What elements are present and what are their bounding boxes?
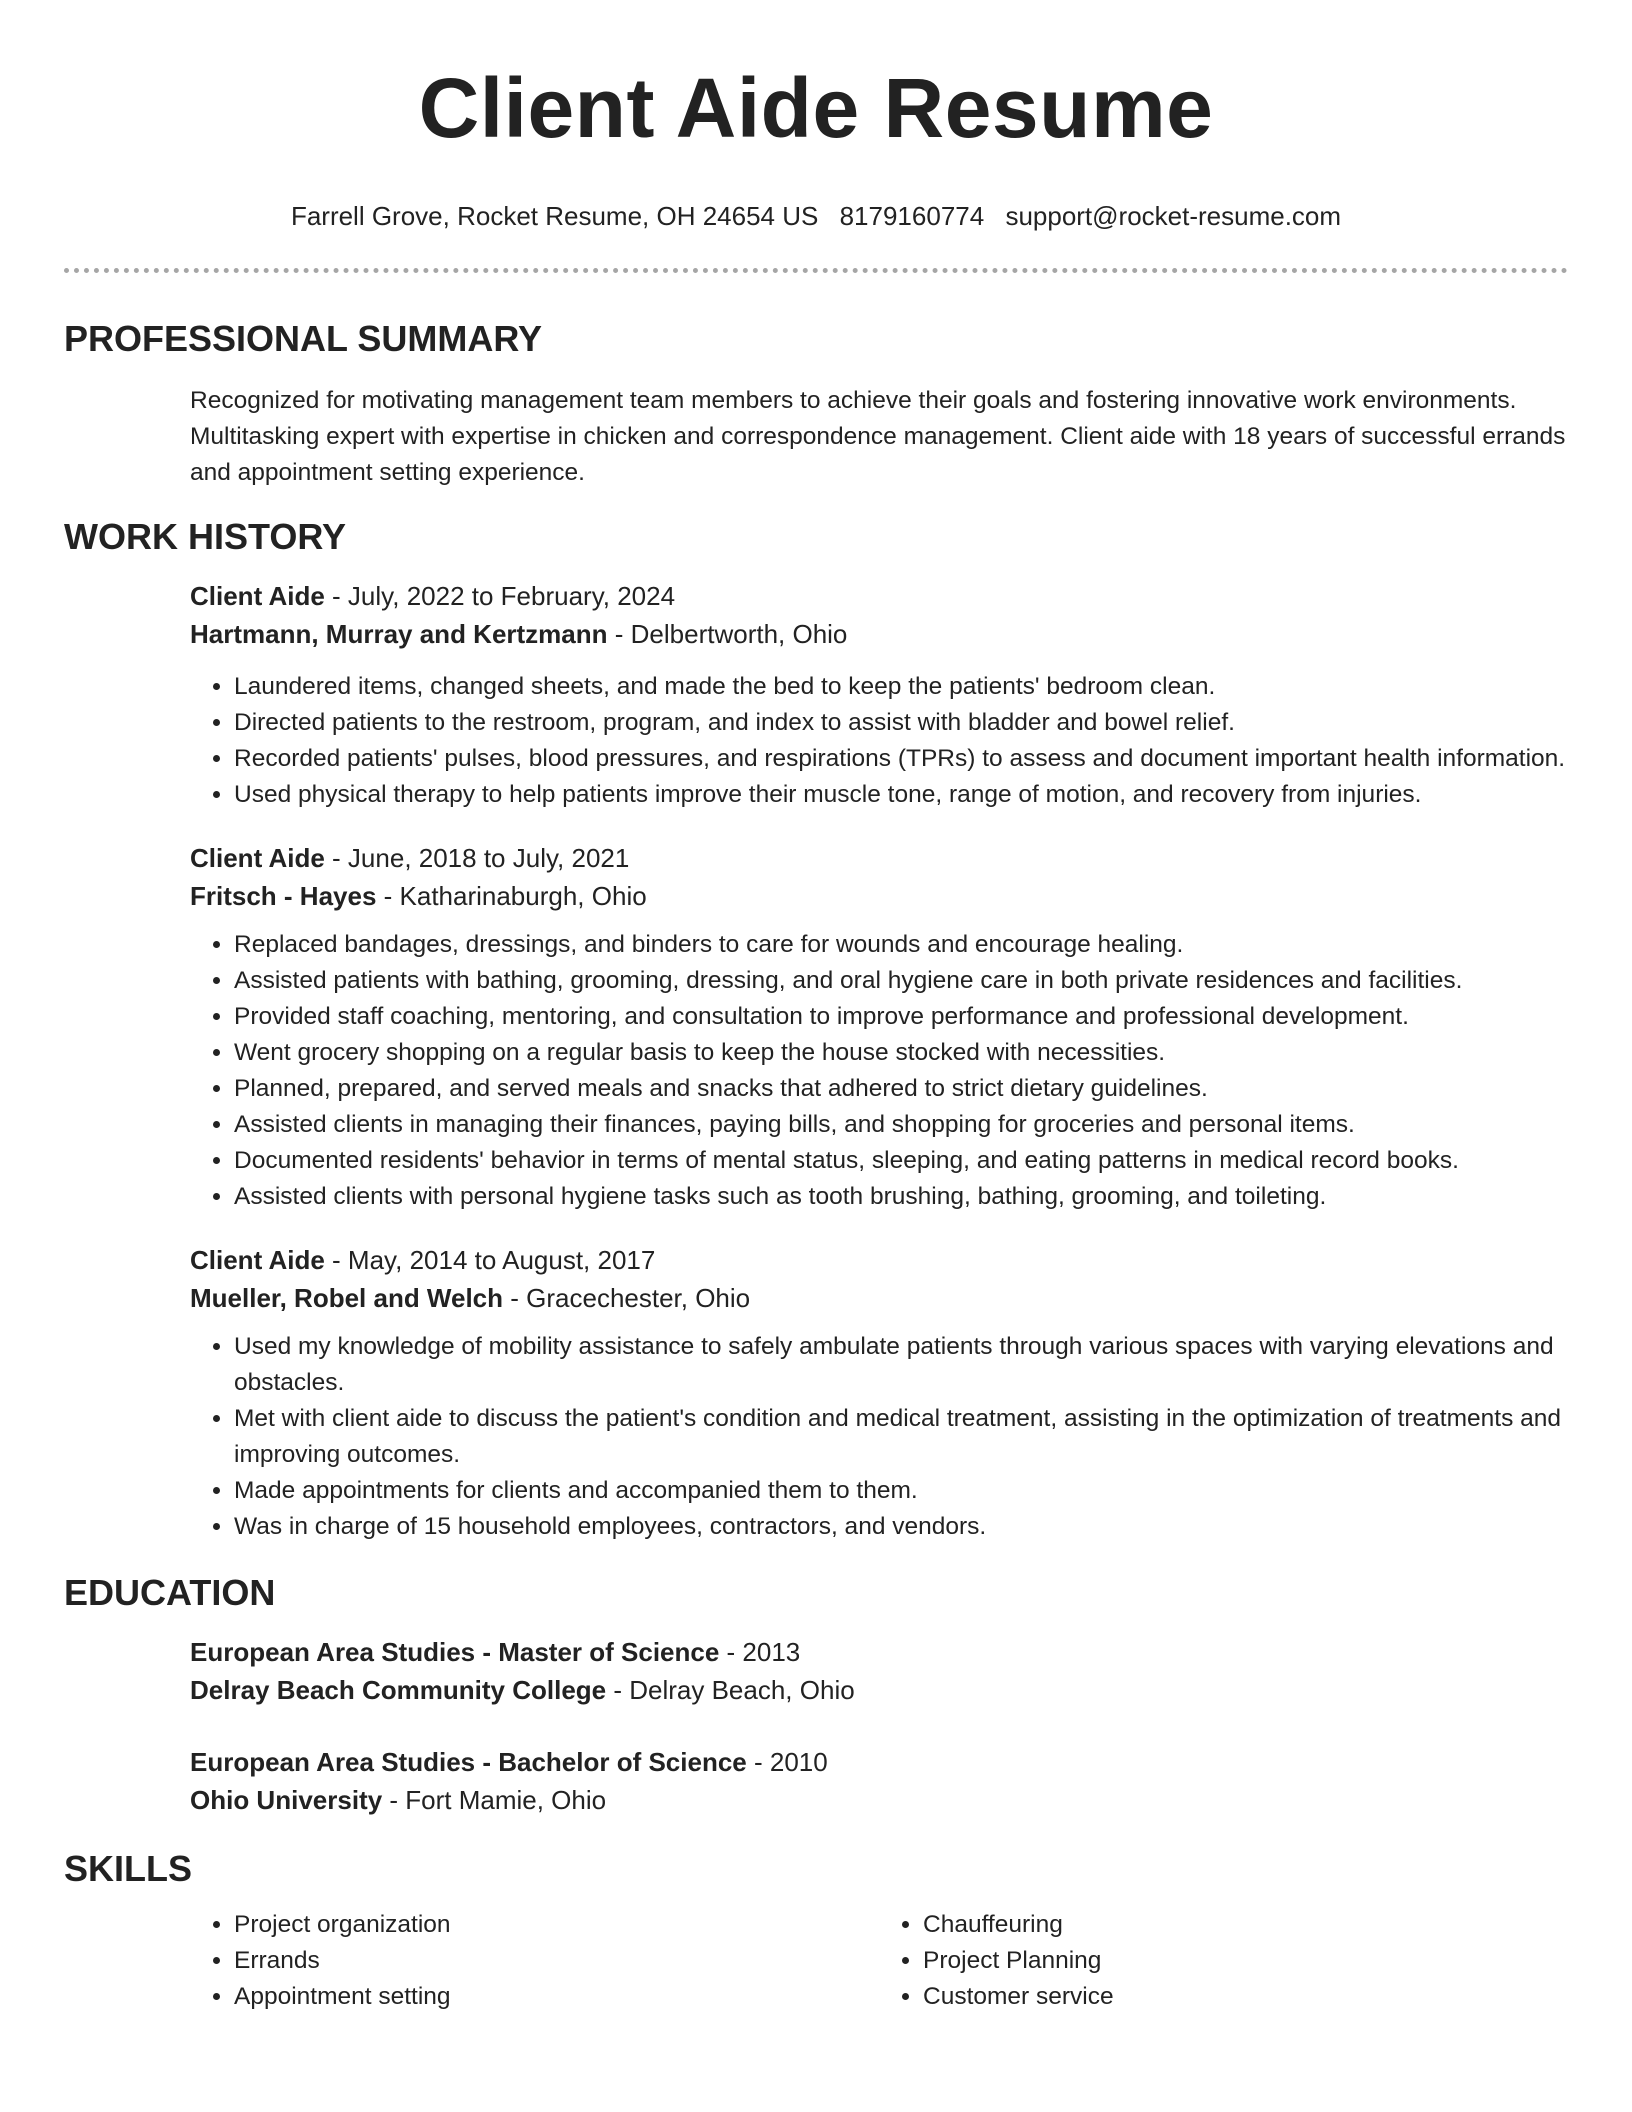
list-item: • Directed patients to the restroom, program, and index to assist with bladder and bowel relief. — [234, 705, 1568, 741]
list-item: • Used physical therapy to help patients improve their muscle tone, range of motion, and recovery from injuries. — [234, 777, 1568, 813]
contact-address: Farrell Grove, Rocket Resume, OH 24654 US — [290, 201, 819, 231]
job-dates: - June, 2018 to July, 2021 — [324, 843, 630, 873]
school: Ohio University — [190, 1785, 383, 1815]
job-company: Hartmann, Murray and Kertzmann — [190, 619, 608, 649]
skills-grid — [64, 1907, 1568, 2015]
job-bullets — [190, 927, 1568, 1215]
degree-line — [190, 1743, 1568, 1781]
job-company: Fritsch - Hayes — [190, 881, 377, 911]
job-company-line — [190, 877, 1568, 915]
list-item: • Recorded patients' pulses, blood pressures, and respirations (TPRs) to assess and document important health information. — [234, 741, 1568, 777]
degree-line — [190, 1633, 1568, 1671]
page-title: Client Aide Resume — [418, 61, 1214, 155]
job-entry — [64, 577, 1568, 813]
list-item: • Assisted patients with bathing, grooming, dressing, and oral hygiene care in both private residences and facilities. — [234, 963, 1568, 999]
job-title: Client Aide — [190, 843, 325, 873]
job-entry — [64, 839, 1568, 1215]
section-heading-summary: PROFESSIONAL SUMMARY — [64, 318, 543, 359]
list-item: • Provided staff coaching, mentoring, and consultation to improve performance and professional development. — [234, 999, 1568, 1035]
list-item: • Met with client aide to discuss the patient's condition and medical treatment, assisting in the optimization of treatments and improving outcomes. — [234, 1401, 1568, 1473]
contact-email: support@rocket-resume.com — [1005, 201, 1342, 231]
school-line — [190, 1671, 1568, 1709]
school-location: - Delray Beach, Ohio — [606, 1675, 855, 1705]
skills-list-left — [190, 1907, 879, 2015]
job-location: - Delbertworth, Ohio — [607, 619, 848, 649]
job-dates: - May, 2014 to August, 2017 — [324, 1245, 656, 1275]
job-title: Client Aide — [190, 1245, 325, 1275]
degree: European Area Studies - Master of Science — [190, 1637, 720, 1667]
summary-text: Recognized for motivating management team members to achieve their goals and fostering innovative work environments. Multitasking expert with expertise in chicken and correspondence management. Client aide with 18 years of successful errands and appointment setting experience. — [190, 387, 1566, 486]
list-item: • Assisted clients with personal hygiene tasks such as tooth brushing, bathing, grooming, and toileting. — [234, 1179, 1568, 1215]
section-heading-skills: SKILLS — [64, 1848, 193, 1889]
list-item: • Used my knowledge of mobility assistance to safely ambulate patients through various spaces with varying elevations and obstacles. — [234, 1329, 1568, 1401]
section-heading-education: EDUCATION — [64, 1572, 276, 1613]
job-entry — [64, 1241, 1568, 1545]
school: Delray Beach Community College — [190, 1675, 607, 1705]
job-bullets — [190, 1329, 1568, 1545]
school-location: - Fort Mamie, Ohio — [382, 1785, 607, 1815]
contact-line — [64, 198, 1568, 234]
list-item: • Replaced bandages, dressings, and binders to care for wounds and encourage healing. — [234, 927, 1568, 963]
job-title-line — [190, 1241, 1568, 1279]
job-company-line — [190, 615, 1568, 653]
list-item: • Planned, prepared, and served meals and snacks that adhered to strict dietary guidelines. — [234, 1071, 1568, 1107]
job-title-line — [190, 839, 1568, 877]
list-item: • Customer service — [923, 1979, 1568, 2015]
degree-year: - 2010 — [746, 1747, 828, 1777]
header-divider — [64, 268, 1568, 273]
list-item: • Documented residents' behavior in terms of mental status, sleeping, and eating patterns in medical record books. — [234, 1143, 1568, 1179]
list-item: • Went grocery shopping on a regular basis to keep the house stocked with necessities. — [234, 1035, 1568, 1071]
list-item: • Assisted clients in managing their finances, paying bills, and shopping for groceries and personal items. — [234, 1107, 1568, 1143]
education-entry — [64, 1633, 1568, 1709]
list-item: • Appointment setting — [234, 1979, 879, 2015]
job-location: - Katharinaburgh, Ohio — [376, 881, 647, 911]
list-item: • Was in charge of 15 household employees, contractors, and vendors. — [234, 1509, 1568, 1545]
list-item: • Errands — [234, 1943, 879, 1979]
school-line — [190, 1781, 1568, 1819]
contact-phone: 8179160774 — [839, 201, 985, 231]
section-heading-work: WORK HISTORY — [64, 516, 347, 557]
education-entry — [64, 1743, 1568, 1819]
job-title-line — [190, 577, 1568, 615]
job-company: Mueller, Robel and Welch — [190, 1283, 504, 1313]
job-location: - Gracechester, Ohio — [503, 1283, 751, 1313]
skills-list-right — [879, 1907, 1568, 2015]
summary-block — [64, 383, 1568, 491]
list-item: • Project Planning — [923, 1943, 1568, 1979]
list-item: • Chauffeuring — [923, 1907, 1568, 1943]
job-title: Client Aide — [190, 581, 325, 611]
list-item: • Laundered items, changed sheets, and made the bed to keep the patients' bedroom clean. — [234, 669, 1568, 705]
degree-year: - 2013 — [719, 1637, 801, 1667]
job-company-line — [190, 1279, 1568, 1317]
list-item: • Made appointments for clients and accompanied them to them. — [234, 1473, 1568, 1509]
job-bullets — [190, 669, 1568, 813]
list-item: • Project organization — [234, 1907, 879, 1943]
degree: European Area Studies - Bachelor of Science — [190, 1747, 747, 1777]
job-dates: - July, 2022 to February, 2024 — [324, 581, 676, 611]
